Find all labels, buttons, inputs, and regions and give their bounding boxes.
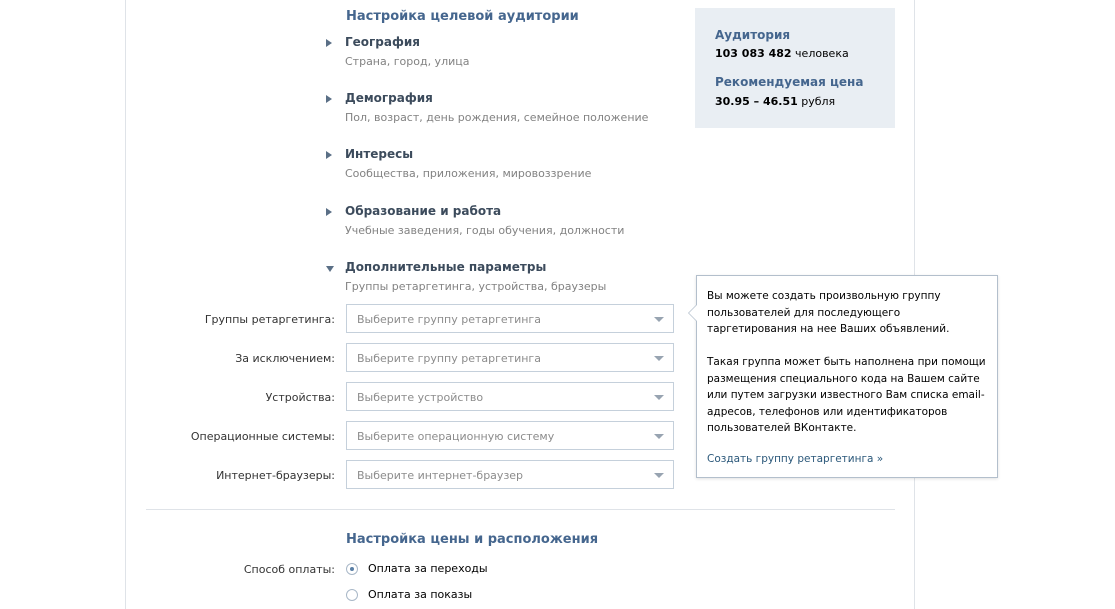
audience-value: 103 083 482	[715, 47, 792, 60]
price-unit: рубля	[801, 95, 836, 108]
retargeting-tooltip	[696, 275, 998, 478]
create-retargeting-group-link[interactable]: Создать группу ретаргетинга »	[707, 453, 884, 465]
exclusion-label: За исключением:	[235, 352, 335, 365]
os-label: Операционные системы:	[190, 430, 335, 443]
audience-summary-panel	[695, 8, 895, 128]
recommended-price	[715, 95, 835, 108]
category-subtitle: Пол, возраст, день рождения, семейное положение	[345, 111, 649, 124]
category-subtitle: Группы ретаргетинга, устройства, браузеры	[345, 280, 607, 293]
select-placeholder: Выберите устройство	[357, 391, 484, 404]
dropdown-arrow-icon[interactable]	[654, 317, 664, 322]
devices-select[interactable]	[346, 382, 674, 411]
tooltip-paragraph-1: Вы можете создать произвольную группу пользователей для последующего таргетирования на нее Ваших объявлений.	[707, 290, 950, 335]
collapse-arrow-icon[interactable]	[326, 266, 334, 272]
select-placeholder: Выберите группу ретаргетинга	[357, 352, 541, 365]
tooltip-pointer-fill	[689, 305, 697, 321]
expand-arrow-icon[interactable]	[326, 39, 332, 47]
dropdown-arrow-icon[interactable]	[654, 356, 664, 361]
category-subtitle: Страна, город, улица	[345, 55, 470, 68]
browsers-label: Интернет-браузеры:	[216, 469, 335, 482]
payment-method-label: Способ оплаты:	[243, 563, 335, 576]
tooltip-paragraph-2: Такая группа может быть наполнена при помощи размещения специального кода на Вашем сайте или путем загрузки известного Вам списка email-адресов, телефонов или идентификаторов пользователей ВКонтакте.	[707, 356, 986, 434]
category-title[interactable]: Образование и работа	[345, 204, 502, 218]
select-placeholder: Выберите группу ретаргетинга	[357, 313, 541, 326]
category-subtitle: Учебные заведения, годы обучения, должности	[345, 224, 625, 237]
retargeting-groups-select[interactable]	[346, 304, 674, 333]
price-value: 30.95 – 46.51	[715, 95, 798, 108]
browsers-select[interactable]	[346, 460, 674, 489]
dropdown-arrow-icon[interactable]	[654, 395, 664, 400]
category-title[interactable]: Дополнительные параметры	[345, 260, 547, 274]
expand-arrow-icon[interactable]	[326, 151, 332, 159]
select-placeholder: Выберите операционную систему	[357, 430, 555, 443]
audience-section-title: Настройка целевой аудитории	[346, 9, 579, 24]
pay-per-impression-label[interactable]: Оплата за показы	[368, 588, 473, 601]
pay-per-impression-radio[interactable]	[346, 589, 358, 601]
audience-label: Аудитория	[715, 28, 791, 42]
dropdown-arrow-icon[interactable]	[654, 434, 664, 439]
audience-unit: человека	[795, 47, 849, 60]
section-divider	[146, 509, 895, 510]
recommended-price-label: Рекомендуемая цена	[715, 75, 864, 89]
category-subtitle: Сообщества, приложения, мировоззрение	[345, 167, 592, 180]
category-title[interactable]: Демография	[345, 91, 433, 105]
pay-per-click-label[interactable]: Оплата за переходы	[368, 562, 488, 575]
select-placeholder: Выберите интернет-браузер	[357, 469, 524, 482]
category-title[interactable]: География	[345, 35, 421, 49]
category-title[interactable]: Интересы	[345, 147, 414, 161]
retargeting-groups-label: Группы ретаргетинга:	[204, 313, 335, 326]
audience-count	[715, 47, 849, 60]
exclusion-select[interactable]	[346, 343, 674, 372]
price-section-title: Настройка цены и расположения	[346, 532, 599, 547]
os-select[interactable]	[346, 421, 674, 450]
expand-arrow-icon[interactable]	[326, 208, 332, 216]
devices-label: Устройства:	[265, 391, 335, 404]
pay-per-click-radio[interactable]	[346, 563, 358, 575]
expand-arrow-icon[interactable]	[326, 95, 332, 103]
dropdown-arrow-icon[interactable]	[654, 473, 664, 478]
